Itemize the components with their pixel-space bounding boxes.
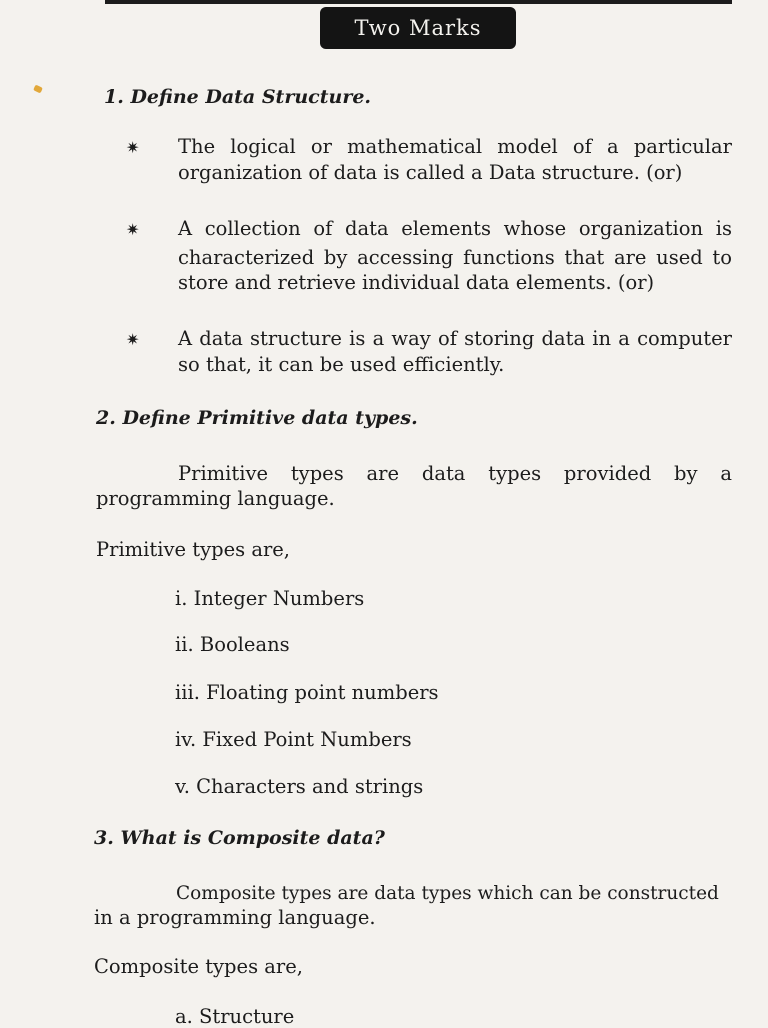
q1-heading: 1. Define Data Structure. (104, 86, 372, 108)
q1-bullet-1-line-2: organization of data is called a Data structure. (or) (178, 161, 683, 184)
q2-para-line-2: programming language. (96, 487, 335, 510)
q1-bullet-2-line-3: store and retrieve individual data elements. (or) (178, 271, 655, 294)
top-rule (105, 0, 732, 4)
q2-list-item: v. Characters and strings (175, 775, 424, 798)
q2-para-line-1: Primitive types are data types provided by a (178, 462, 732, 485)
q2-intro: Primitive types are, (96, 538, 291, 561)
q2-list-item: iv. Fixed Point Numbers (175, 728, 412, 751)
asterisk-icon: ✷ (126, 138, 140, 157)
q1-bullet-2-line-1: A collection of data elements whose organization is (178, 217, 732, 240)
asterisk-icon: ✷ (126, 330, 140, 349)
q2-heading: 2. Define Primitive data types. (96, 407, 418, 429)
q2-list-item: i. Integer Numbers (175, 587, 365, 610)
q1-bullet-3-line-2: so that, it can be used efficiently. (178, 353, 505, 376)
pen-mark (33, 85, 43, 94)
q3-para-line-1: Composite types are data types which can be constructed (176, 883, 719, 904)
q3-list-item: a. Structure (175, 1005, 295, 1028)
q3-intro: Composite types are, (94, 955, 303, 978)
asterisk-icon: ✷ (126, 220, 140, 239)
q2-list-item: iii. Floating point numbers (175, 681, 439, 704)
q3-heading: 3. What is Composite data? (94, 827, 385, 849)
q3-para-line-2: in a programming language. (94, 906, 376, 929)
q2-list-item: ii. Booleans (175, 633, 290, 656)
q1-bullet-2-line-2: characterized by accessing functions that are used to (178, 246, 732, 269)
section-badge: Two Marks (320, 7, 516, 49)
q1-bullet-3-line-1: A data structure is a way of storing data in a computer (178, 327, 732, 350)
q1-bullet-1-line-1: The logical or mathematical model of a particular (178, 135, 732, 158)
